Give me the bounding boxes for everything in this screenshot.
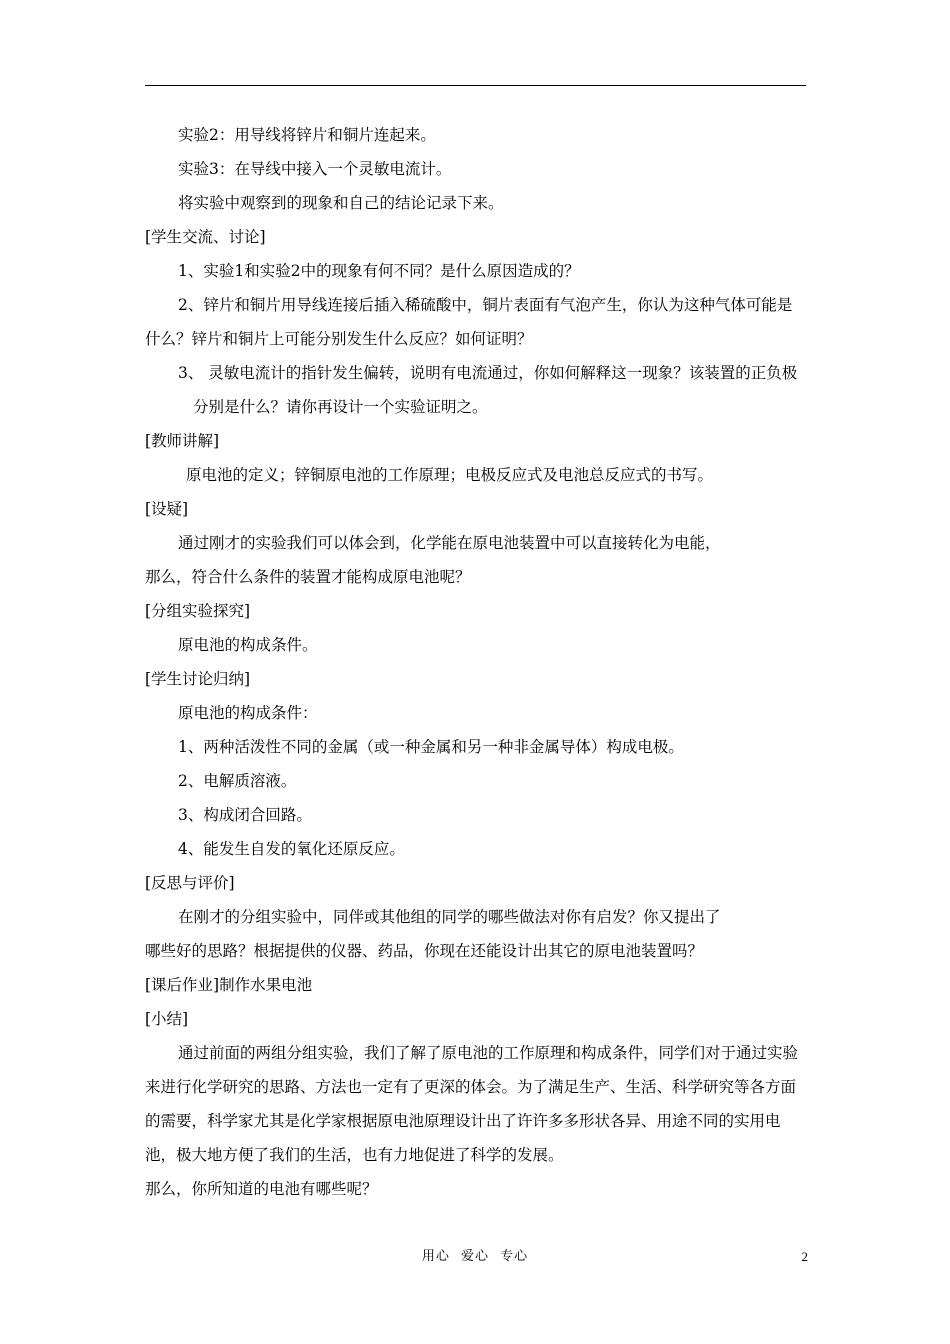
condition-item-4: 4、能发生自发的氧化还原反应。 (178, 840, 405, 858)
discussion-question-3: 3、 灵敏电流计的指针发生偏转，说明有电流通过，你如何解释这一现象？该装置的正负极分别是什么？请你再设计一个实验证明之。 (178, 364, 798, 416)
section-heading-reflection: [反思与评价] (145, 874, 235, 892)
condition-item-3: 3、构成闭合回路。 (178, 806, 312, 824)
footer-text: 用心 爱心 专心 (421, 1249, 529, 1264)
conditions-intro: 原电池的构成条件： (178, 704, 318, 722)
question-text-line-2: 那么，符合什么条件的装置才能构成原电池呢？ (145, 568, 471, 586)
closing-question: 那么，你所知道的电池有哪些呢？ (145, 1180, 378, 1198)
group-experiment-text: 原电池的构成条件。 (178, 636, 318, 654)
section-heading-student-discussion: [学生交流、讨论] (145, 228, 266, 246)
condition-item-1: 1、两种活泼性不同的金属（或一种金属和另一种非金属导体）构成电极。 (178, 738, 684, 756)
condition-item-2: 2、电解质溶液。 (178, 772, 297, 790)
record-instruction: 将实验中观察到的现象和自己的结论记录下来。 (178, 194, 504, 212)
section-heading-summary-discussion: [学生讨论归纳] (145, 670, 251, 688)
reflection-text-line-1: 在刚才的分组实验中，同伴或其他组的同学的哪些做法对你有启发？你又提出了 (178, 908, 721, 926)
section-heading-group-experiment: [分组实验探究] (145, 602, 251, 620)
experiment-2-text: 实验2：用导线将锌片和铜片连起来。 (178, 126, 436, 144)
section-heading-summary: [小结] (145, 1010, 189, 1028)
reflection-text-line-2: 哪些好的思路？根据提供的仪器、药品，你现在还能设计出其它的原电池装置吗？ (145, 942, 704, 960)
header-rule (145, 85, 806, 86)
experiment-3-text: 实验3：在导线中接入一个灵敏电流计。 (178, 160, 452, 178)
discussion-question-2: 2、锌片和铜片用导线连接后插入稀硫酸中，铜片表面有气泡产生，你认为这种气体可能是什么？锌片和铜片上可能分别发生什么反应？如何证明？ (145, 296, 793, 348)
page-number: 2 (801, 1249, 808, 1264)
section-heading-question: [设疑] (145, 500, 189, 518)
section-heading-teacher-explanation: [教师讲解] (145, 432, 220, 450)
section-heading-homework: [课后作业]制作水果电池 (145, 976, 313, 994)
question-text-line-1: 通过刚才的实验我们可以体会到，化学能在原电池装置中可以直接转化为电能， (178, 534, 721, 552)
document-body (145, 118, 806, 1206)
discussion-question-1: 1、实验1和实验2中的现象有何不同？是什么原因造成的？ (178, 262, 580, 280)
teacher-explanation-text: 原电池的定义；锌铜原电池的工作原理；电极反应式及电池总反应式的书写。 (186, 466, 714, 484)
summary-paragraph: 通过前面的两组分组实验，我们了解了原电池的工作原理和构成条件，同学们对于通过实验来进行化学研究的思路、方法也一定有了更深的体会。为了满足生产、生活、科学研究等各方面的需要，科学家尤其是化学家根据原电池原理设计出了许许多多形状各异、用途不同的实用电池，极大地方便了我们的生活，也有力地促进了科学的发展。 (145, 1044, 799, 1164)
